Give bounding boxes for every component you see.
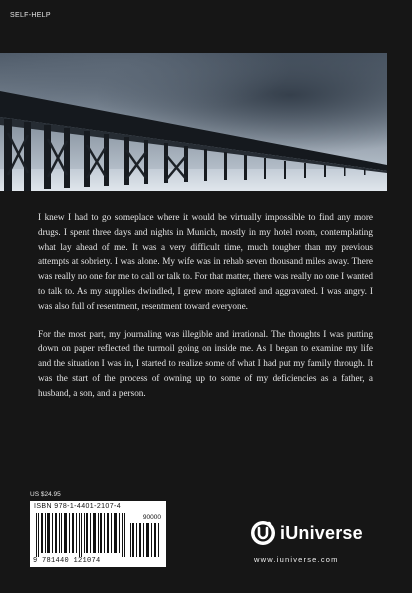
back-cover-excerpt [38, 210, 373, 414]
isbn-addon: 90000 [142, 514, 161, 521]
price-label: US $24.95 [30, 491, 61, 498]
excerpt-paragraph-2: For the most part, my journaling was illegible and irrational. The thoughts I was putting down on paper reflected the turmoil going on inside me. As I began to examine my life and the situation I was in, I started to realize some of what I had put my family through. It was the start of the process of owning up to some of my deficiencies as a father, a husband, a son, and a person. [38, 328, 373, 398]
cover-photo-bridge [0, 53, 387, 191]
excerpt-paragraph-1: I knew I had to go someplace where it would be virtually impossible to find any more drugs. I spent three days and nights in Munich, mostly in my hotel room, contemplating what lay ahead of me. It was a very difficult time, much tougher than my previous attempts at sobriety. I was alone. My wife was in rehab seven thousand miles away. There was really no one for me to call or talk to. For that matter, there was really no one I wanted to talk to. As my supplies dwindled, I grew more agitated and aggravated. I was angry. I was also full of resentment, resentment toward everyone. [38, 212, 373, 311]
isbn-barcode [30, 501, 166, 567]
publisher-url: www.iuniverse.com [254, 555, 339, 564]
publisher-name: iUniverse [280, 522, 363, 543]
bridge-image [0, 53, 387, 191]
publisher-logo [250, 520, 363, 546]
ean-digits: 9 781440 121074 [33, 557, 101, 565]
barcode-bars-icon [34, 513, 162, 559]
isbn-number: ISBN 978-1-4401-2107-4 [34, 503, 122, 510]
iuniverse-logo-icon [250, 520, 276, 546]
category-label: SELF-HELP [10, 12, 51, 19]
